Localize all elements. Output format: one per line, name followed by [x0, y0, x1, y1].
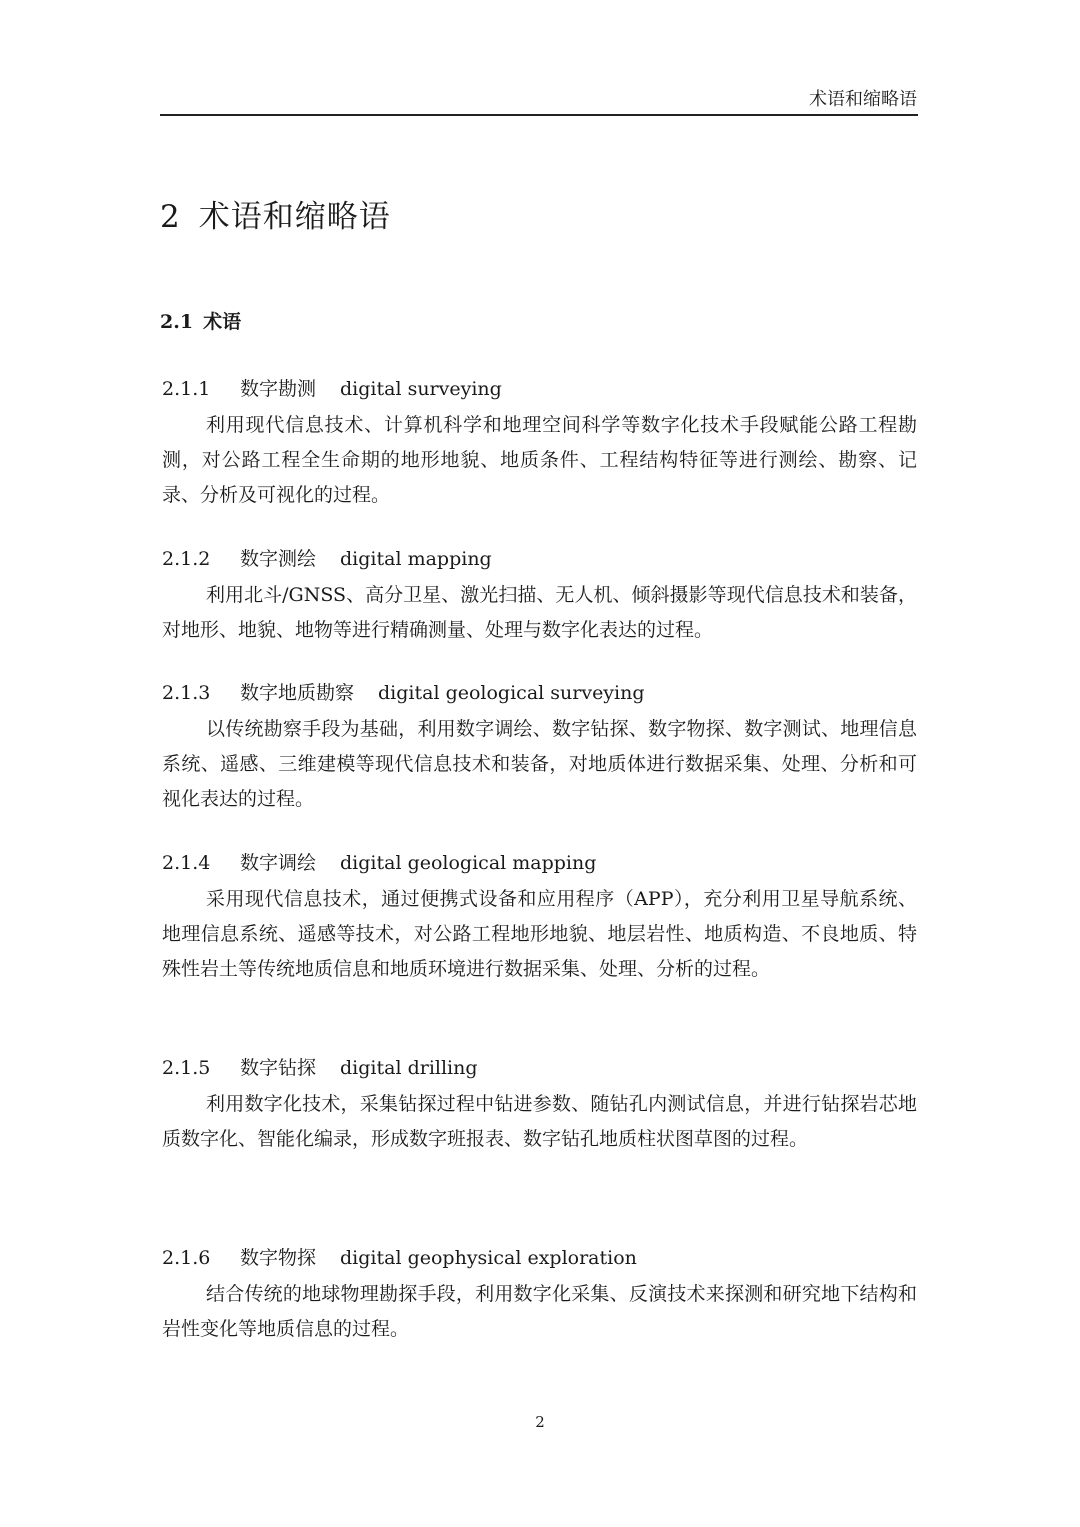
term-definition: 利用北斗/GNSS、高分卫星、激光扫描、无人机、倾斜摄影等现代信息技术和装备，对地形、地貌、地物等进行精确测量、处理与数字化表达的过程。: [162, 584, 917, 641]
term-entry: [162, 1053, 922, 1157]
term-english: digital geological surveying: [378, 682, 645, 704]
term-definition: 利用现代信息技术、计算机科学和地理空间科学等数字化技术手段赋能公路工程勘测，对公路工程全生命期的地形地貌、地质条件、工程结构特征等进行测绘、勘察、记录、分析及可视化的过程。: [162, 414, 917, 506]
term-english: digital mapping: [340, 548, 492, 570]
term-english: digital geological mapping: [340, 852, 597, 874]
term-number: 2.1.3: [162, 682, 211, 704]
term-heading: [162, 1243, 922, 1273]
term-number: 2.1.5: [162, 1057, 211, 1079]
term-english: digital drilling: [340, 1057, 478, 1079]
term-chinese: 数字地质勘察: [240, 682, 355, 704]
term-definition: 利用数字化技术，采集钻探过程中钻进参数、随钻孔内测试信息，并进行钻探岩芯地质数字化、智能化编录，形成数字班报表、数字钻孔地质柱状图草图的过程。: [162, 1093, 917, 1150]
term-chinese: 数字测绘: [240, 548, 317, 570]
section-title-text: 术语: [203, 311, 242, 333]
term-english: digital surveying: [340, 378, 502, 400]
term-chinese: 数字物探: [240, 1247, 317, 1269]
chapter-title-text: 术语和缩略语: [198, 199, 391, 235]
section-title: [160, 307, 241, 337]
chapter-title: [160, 193, 391, 241]
term-number: 2.1.2: [162, 548, 211, 570]
term-heading: [162, 374, 922, 404]
term-english: digital geophysical exploration: [340, 1247, 637, 1269]
term-heading: [162, 544, 922, 574]
term-entry: [162, 678, 922, 817]
term-number: 2.1.4: [162, 852, 211, 874]
term-definition: 以传统勘察手段为基础，利用数字调绘、数字钻探、数字物探、数字测试、地理信息系统、遥感、三维建模等现代信息技术和装备，对地质体进行数据采集、处理、分析和可视化表达的过程。: [162, 718, 917, 810]
term-definition: 采用现代信息技术，通过便携式设备和应用程序（APP），充分利用卫星导航系统、地理信息系统、遥感等技术，对公路工程地形地貌、地层岩性、地质构造、不良地质、特殊性岩土等传统地质信息和地质环境进行数据采集、处理、分析的过程。: [162, 888, 917, 980]
term-number: 2.1.6: [162, 1247, 211, 1269]
chapter-number: 2: [160, 199, 181, 235]
term-entry: [162, 1243, 922, 1347]
term-chinese: 数字调绘: [240, 852, 317, 874]
term-entry: [162, 374, 922, 513]
term-heading: [162, 848, 922, 878]
term-entry: [162, 848, 922, 987]
term-heading: [162, 678, 922, 708]
term-entry: [162, 544, 922, 648]
section-number: 2.1: [160, 311, 194, 333]
term-chinese: 数字钻探: [240, 1057, 317, 1079]
header-rule: [160, 114, 918, 116]
running-header: 术语和缩略语: [809, 89, 917, 110]
term-definition: 结合传统的地球物理勘探手段，利用数字化采集、反演技术来探测和研究地下结构和岩性变化等地质信息的过程。: [162, 1283, 917, 1340]
term-number: 2.1.1: [162, 378, 211, 400]
term-chinese: 数字勘测: [240, 378, 317, 400]
page-number: 2: [535, 1413, 545, 1431]
term-heading: [162, 1053, 922, 1083]
